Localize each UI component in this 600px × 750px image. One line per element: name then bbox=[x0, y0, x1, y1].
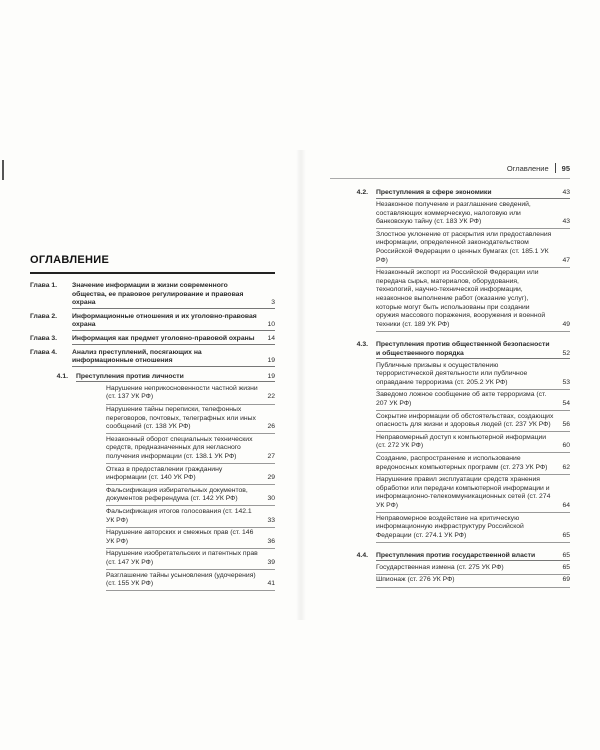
section-page: 52 bbox=[562, 349, 570, 357]
toc-title-rule bbox=[30, 272, 275, 274]
chapter-number: Глава 3. bbox=[30, 334, 58, 342]
toc-item bbox=[376, 562, 570, 575]
toc-item bbox=[376, 475, 570, 513]
item-title: Фальсификация избирательных документов, документов референдума (ст. 142 УК РФ) bbox=[106, 486, 248, 503]
item-title: Незаконное получение и разглашение сведений, составляющих коммерческую, налоговую или банковскую тайну (ст. 183 УК РФ) bbox=[376, 201, 531, 226]
toc-item bbox=[106, 434, 275, 464]
toc-item bbox=[106, 464, 275, 485]
item-page: 47 bbox=[562, 256, 570, 264]
item-title: Отказ в предоставлении гражданину информации (ст. 140 УК РФ) bbox=[106, 465, 223, 482]
toc-item bbox=[376, 200, 570, 230]
running-header bbox=[507, 163, 570, 173]
item-page: 39 bbox=[267, 558, 275, 566]
toc-item bbox=[376, 453, 570, 474]
item-page: 62 bbox=[562, 463, 570, 471]
item-title: Неправомерное воздействие на критическую информационную инфраструктуру Российской Федерации (ст. 274.1 УК РФ) bbox=[376, 514, 524, 539]
toc-item bbox=[376, 411, 570, 432]
item-title: Создание, распространение и использование вредоносных компьютерных программ (ст. 273 УК РФ) bbox=[376, 454, 548, 471]
running-header-section: Оглавление bbox=[506, 163, 549, 173]
item-page: 41 bbox=[267, 580, 275, 588]
section-number: 4.4. bbox=[356, 551, 368, 559]
toc-right-column bbox=[330, 185, 570, 588]
section-number: 4.1. bbox=[56, 372, 68, 380]
toc-item bbox=[106, 485, 275, 506]
section-title: Преступления против общественной безопасности и общественного порядка bbox=[376, 340, 550, 357]
toc-item bbox=[376, 432, 570, 453]
item-page: 27 bbox=[267, 453, 275, 460]
item-title: Незаконный оборот специальных технических средств, предназначенных для негласного получения информации (ст. 138.1 УК РФ) bbox=[106, 435, 253, 460]
toc-item bbox=[106, 549, 275, 570]
section-number: 4.2. bbox=[356, 189, 368, 196]
chapter-number: Глава 1. bbox=[30, 282, 58, 289]
toc-section bbox=[330, 185, 570, 200]
item-page: 36 bbox=[267, 537, 275, 545]
chapter-title: Информация как предмет уголовно-правовой охраны bbox=[72, 334, 255, 342]
item-title: Нарушение изобретательских и патентных прав (ст. 147 УК РФ) bbox=[106, 550, 258, 566]
item-page: 54 bbox=[562, 399, 570, 407]
page-edge-mark bbox=[2, 160, 4, 180]
toc-item bbox=[106, 405, 275, 435]
item-title: Государственная измена (ст. 275 УК РФ) bbox=[376, 563, 504, 571]
item-page: 56 bbox=[562, 421, 570, 429]
item-page: 22 bbox=[267, 393, 275, 401]
item-title: Фальсификация итогов голосования (ст. 142.1 УК РФ) bbox=[106, 507, 252, 524]
item-page: 65 bbox=[562, 531, 570, 539]
toc-item bbox=[106, 528, 275, 549]
section-title: Преступления в сфере экономики bbox=[376, 189, 492, 196]
item-page: 30 bbox=[267, 495, 275, 503]
section-title: Преступления против личности bbox=[76, 372, 184, 380]
toc-item bbox=[376, 360, 570, 390]
toc-item bbox=[106, 506, 275, 527]
running-header-rule bbox=[330, 178, 570, 179]
toc-item bbox=[376, 513, 570, 543]
item-title: Нарушение неприкосновенности частной жизни (ст. 137 УК РФ) bbox=[106, 384, 258, 401]
item-page: 60 bbox=[562, 442, 570, 450]
item-title: Заведомо ложное сообщение об акте терроризма (ст. 207 УК РФ) bbox=[376, 391, 547, 407]
item-title: Публичные призывы к осуществлению террористической деятельности или публичное оправдание терроризма (ст. 205.2 УК РФ) bbox=[376, 361, 528, 386]
item-page: 64 bbox=[562, 501, 570, 509]
toc-title: ОГЛАВЛЕНИЕ bbox=[30, 254, 110, 266]
item-title: Нарушение правил эксплуатации средств хранения обработки или передачи компьютерной информации и информационно-телекоммуникационных сетей (ст. 274 УК РФ) bbox=[376, 476, 551, 509]
chapter-number: Глава 4. bbox=[30, 348, 58, 356]
item-title: Разглашение тайны усыновления (удочерения) (ст. 155 УК РФ) bbox=[106, 571, 256, 588]
toc-item bbox=[376, 575, 570, 588]
section-page: 43 bbox=[562, 189, 570, 196]
section-page: 19 bbox=[267, 372, 275, 380]
item-page: 69 bbox=[562, 576, 570, 584]
chapter-page: 14 bbox=[267, 334, 275, 342]
toc-item bbox=[376, 229, 570, 267]
item-page: 26 bbox=[267, 423, 275, 431]
item-page: 65 bbox=[562, 563, 570, 571]
chapter-number: Глава 2. bbox=[30, 312, 58, 320]
section-page: 65 bbox=[562, 551, 570, 559]
toc-item bbox=[106, 570, 275, 591]
chapter-title: Информационные отношения и их уголовно-правовая охрана bbox=[72, 312, 257, 329]
running-header-separator bbox=[555, 163, 556, 173]
toc-chapter bbox=[30, 347, 275, 369]
item-title: Неправомерный доступ к компьютерной информации (ст. 272 УК РФ) bbox=[376, 433, 547, 450]
toc-chapter bbox=[30, 333, 275, 347]
chapter-title: Значение информации в жизни современного общества, ее правовое регулирование и правовая охрана bbox=[72, 282, 244, 307]
item-title: Нарушение авторских и смежных прав (ст. 146 УК РФ) bbox=[106, 529, 254, 545]
item-title: Сокрытие информации об обстоятельствах, создающих опасность для жизни и здоровья людей (ст. 237 УК РФ) bbox=[376, 412, 554, 429]
section-title: Преступления против государственной власти bbox=[376, 551, 536, 559]
item-title: Нарушение тайны переписки, телефонных переговоров, почтовых, телеграфных или иных сообщений (ст. 138 УК РФ) bbox=[106, 406, 256, 431]
toc-chapter bbox=[30, 311, 275, 333]
toc-item bbox=[106, 383, 275, 404]
chapter-page: 19 bbox=[267, 357, 275, 365]
toc-chapter bbox=[30, 280, 275, 311]
item-page: 53 bbox=[562, 378, 570, 386]
toc-section bbox=[30, 369, 275, 384]
toc-item bbox=[376, 390, 570, 411]
item-page: 29 bbox=[267, 474, 275, 482]
toc-left-column bbox=[30, 280, 275, 591]
chapter-title: Анализ преступлений, посягающих на информационные отношения bbox=[72, 348, 202, 365]
book-gutter bbox=[296, 150, 306, 620]
chapter-page: 3 bbox=[271, 299, 275, 307]
item-page: 33 bbox=[267, 516, 275, 524]
page-number: 95 bbox=[561, 163, 570, 173]
item-page: 43 bbox=[562, 218, 570, 226]
item-title: Незаконный экспорт из Российской Федерации или передача сырья, материалов, оборудования, технологий, научно-технической информации, незаконное выполнение работ (оказание услуг), которые могут быть использованы при создании оружия массового поражения, вооружения и военной техники (ст. 189 УК РФ) bbox=[376, 269, 546, 328]
item-title: Шпионаж (ст. 276 УК РФ) bbox=[376, 576, 455, 584]
toc-section bbox=[330, 337, 570, 360]
section-number: 4.3. bbox=[356, 340, 368, 348]
chapter-page: 10 bbox=[267, 321, 275, 329]
toc-item bbox=[376, 268, 570, 332]
item-page: 49 bbox=[562, 320, 570, 328]
item-title: Злостное уклонение от раскрытия или предоставления информации, определенной законодательством Российской Федерации о ценных бумагах (ст. 185.1 УК РФ) bbox=[376, 230, 552, 264]
toc-section bbox=[330, 548, 570, 563]
